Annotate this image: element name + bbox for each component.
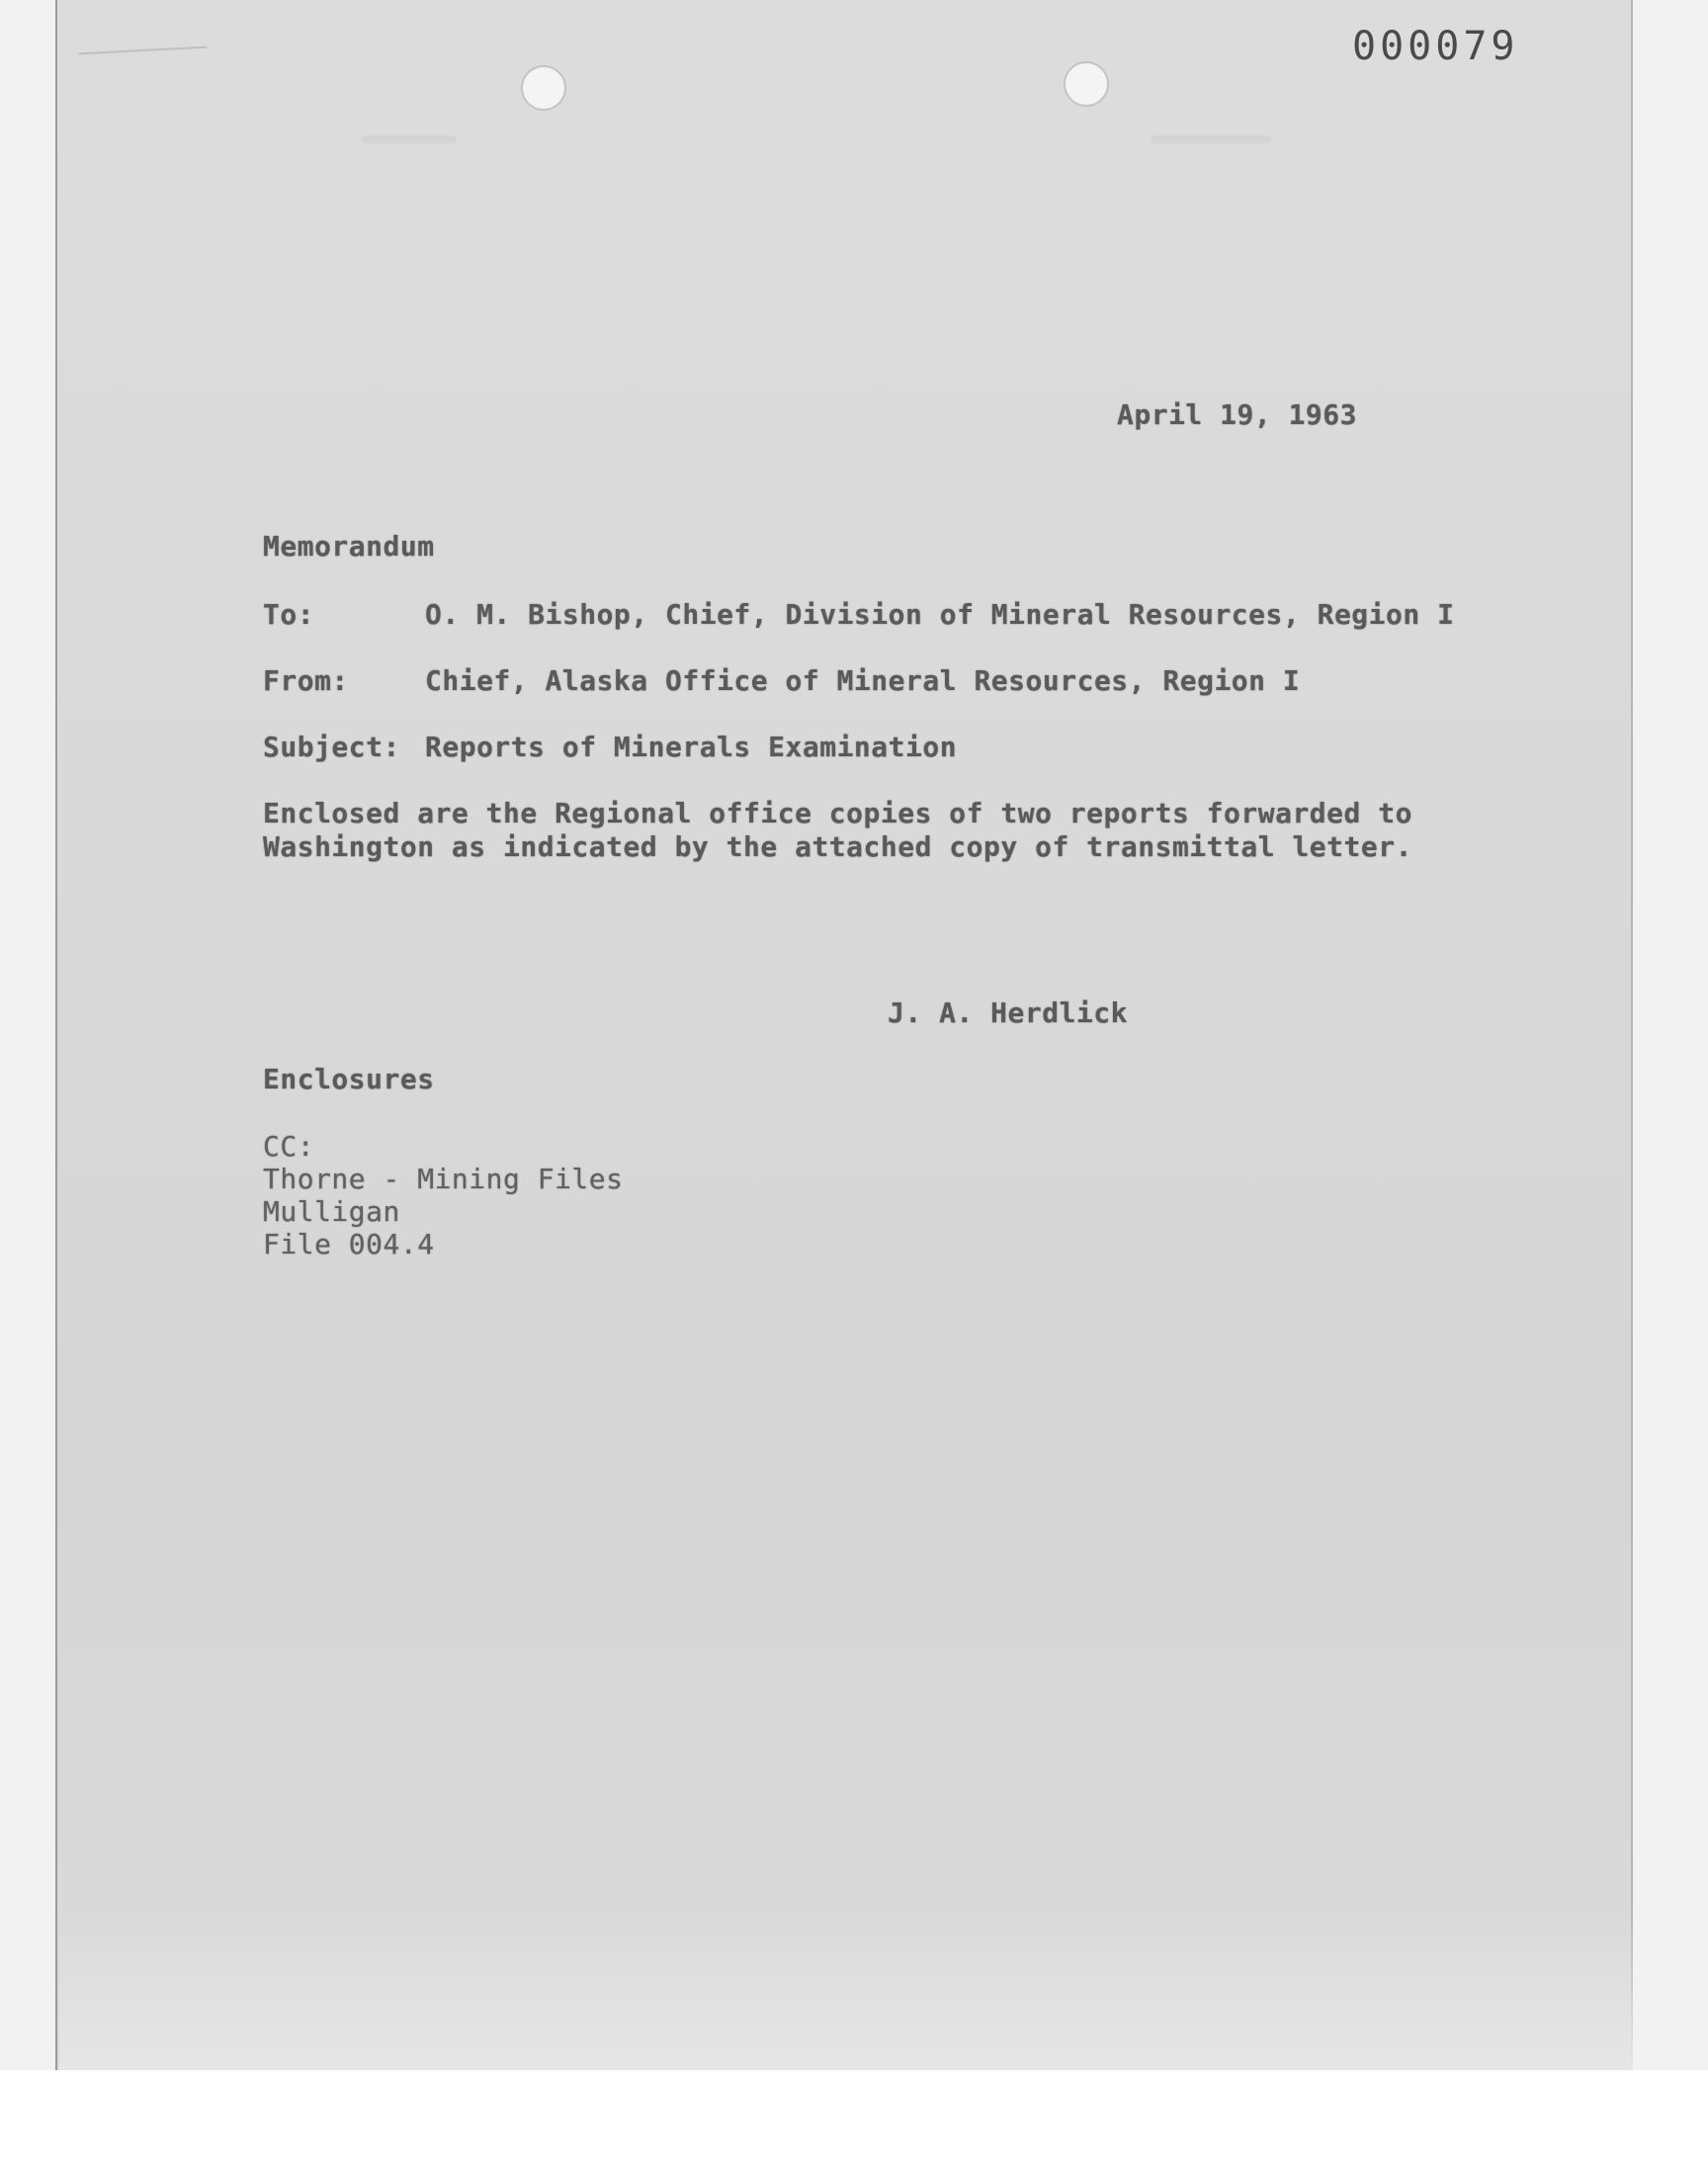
cc-item: File 004.4 (263, 1228, 435, 1261)
cc-label: CC: (263, 1130, 315, 1163)
page-bottom-shade (59, 1908, 1633, 2070)
from-label: From: (263, 664, 349, 697)
signature-name: J. A. Herdlick (888, 997, 1129, 1029)
bleed-through-mark (1151, 135, 1271, 143)
cc-item: Thorne - Mining Files (263, 1163, 624, 1195)
memo-date: April 19, 1963 (1117, 398, 1358, 431)
cc-item: Mulligan (263, 1195, 400, 1228)
from-value: Chief, Alaska Office of Mineral Resources, Region I (425, 664, 1301, 697)
bleed-through-mark (362, 135, 457, 143)
body-line-1: Enclosed are the Regional office copies of two reports forwarded to (263, 797, 1412, 829)
memo-heading: Memorandum (263, 530, 435, 563)
enclosures-note: Enclosures (263, 1063, 435, 1095)
punch-hole-left (521, 65, 566, 111)
subject-value: Reports of Minerals Examination (425, 731, 958, 763)
punch-hole-right (1064, 61, 1109, 107)
body-line-2: Washington as indicated by the attached copy of transmittal letter. (263, 830, 1412, 863)
to-label: To: (263, 598, 315, 631)
page-number: 000079 (1352, 24, 1519, 69)
subject-label: Subject: (263, 731, 400, 763)
to-value: O. M. Bishop, Chief, Division of Mineral Resources, Region I (425, 598, 1455, 631)
document-page (55, 0, 1633, 2070)
